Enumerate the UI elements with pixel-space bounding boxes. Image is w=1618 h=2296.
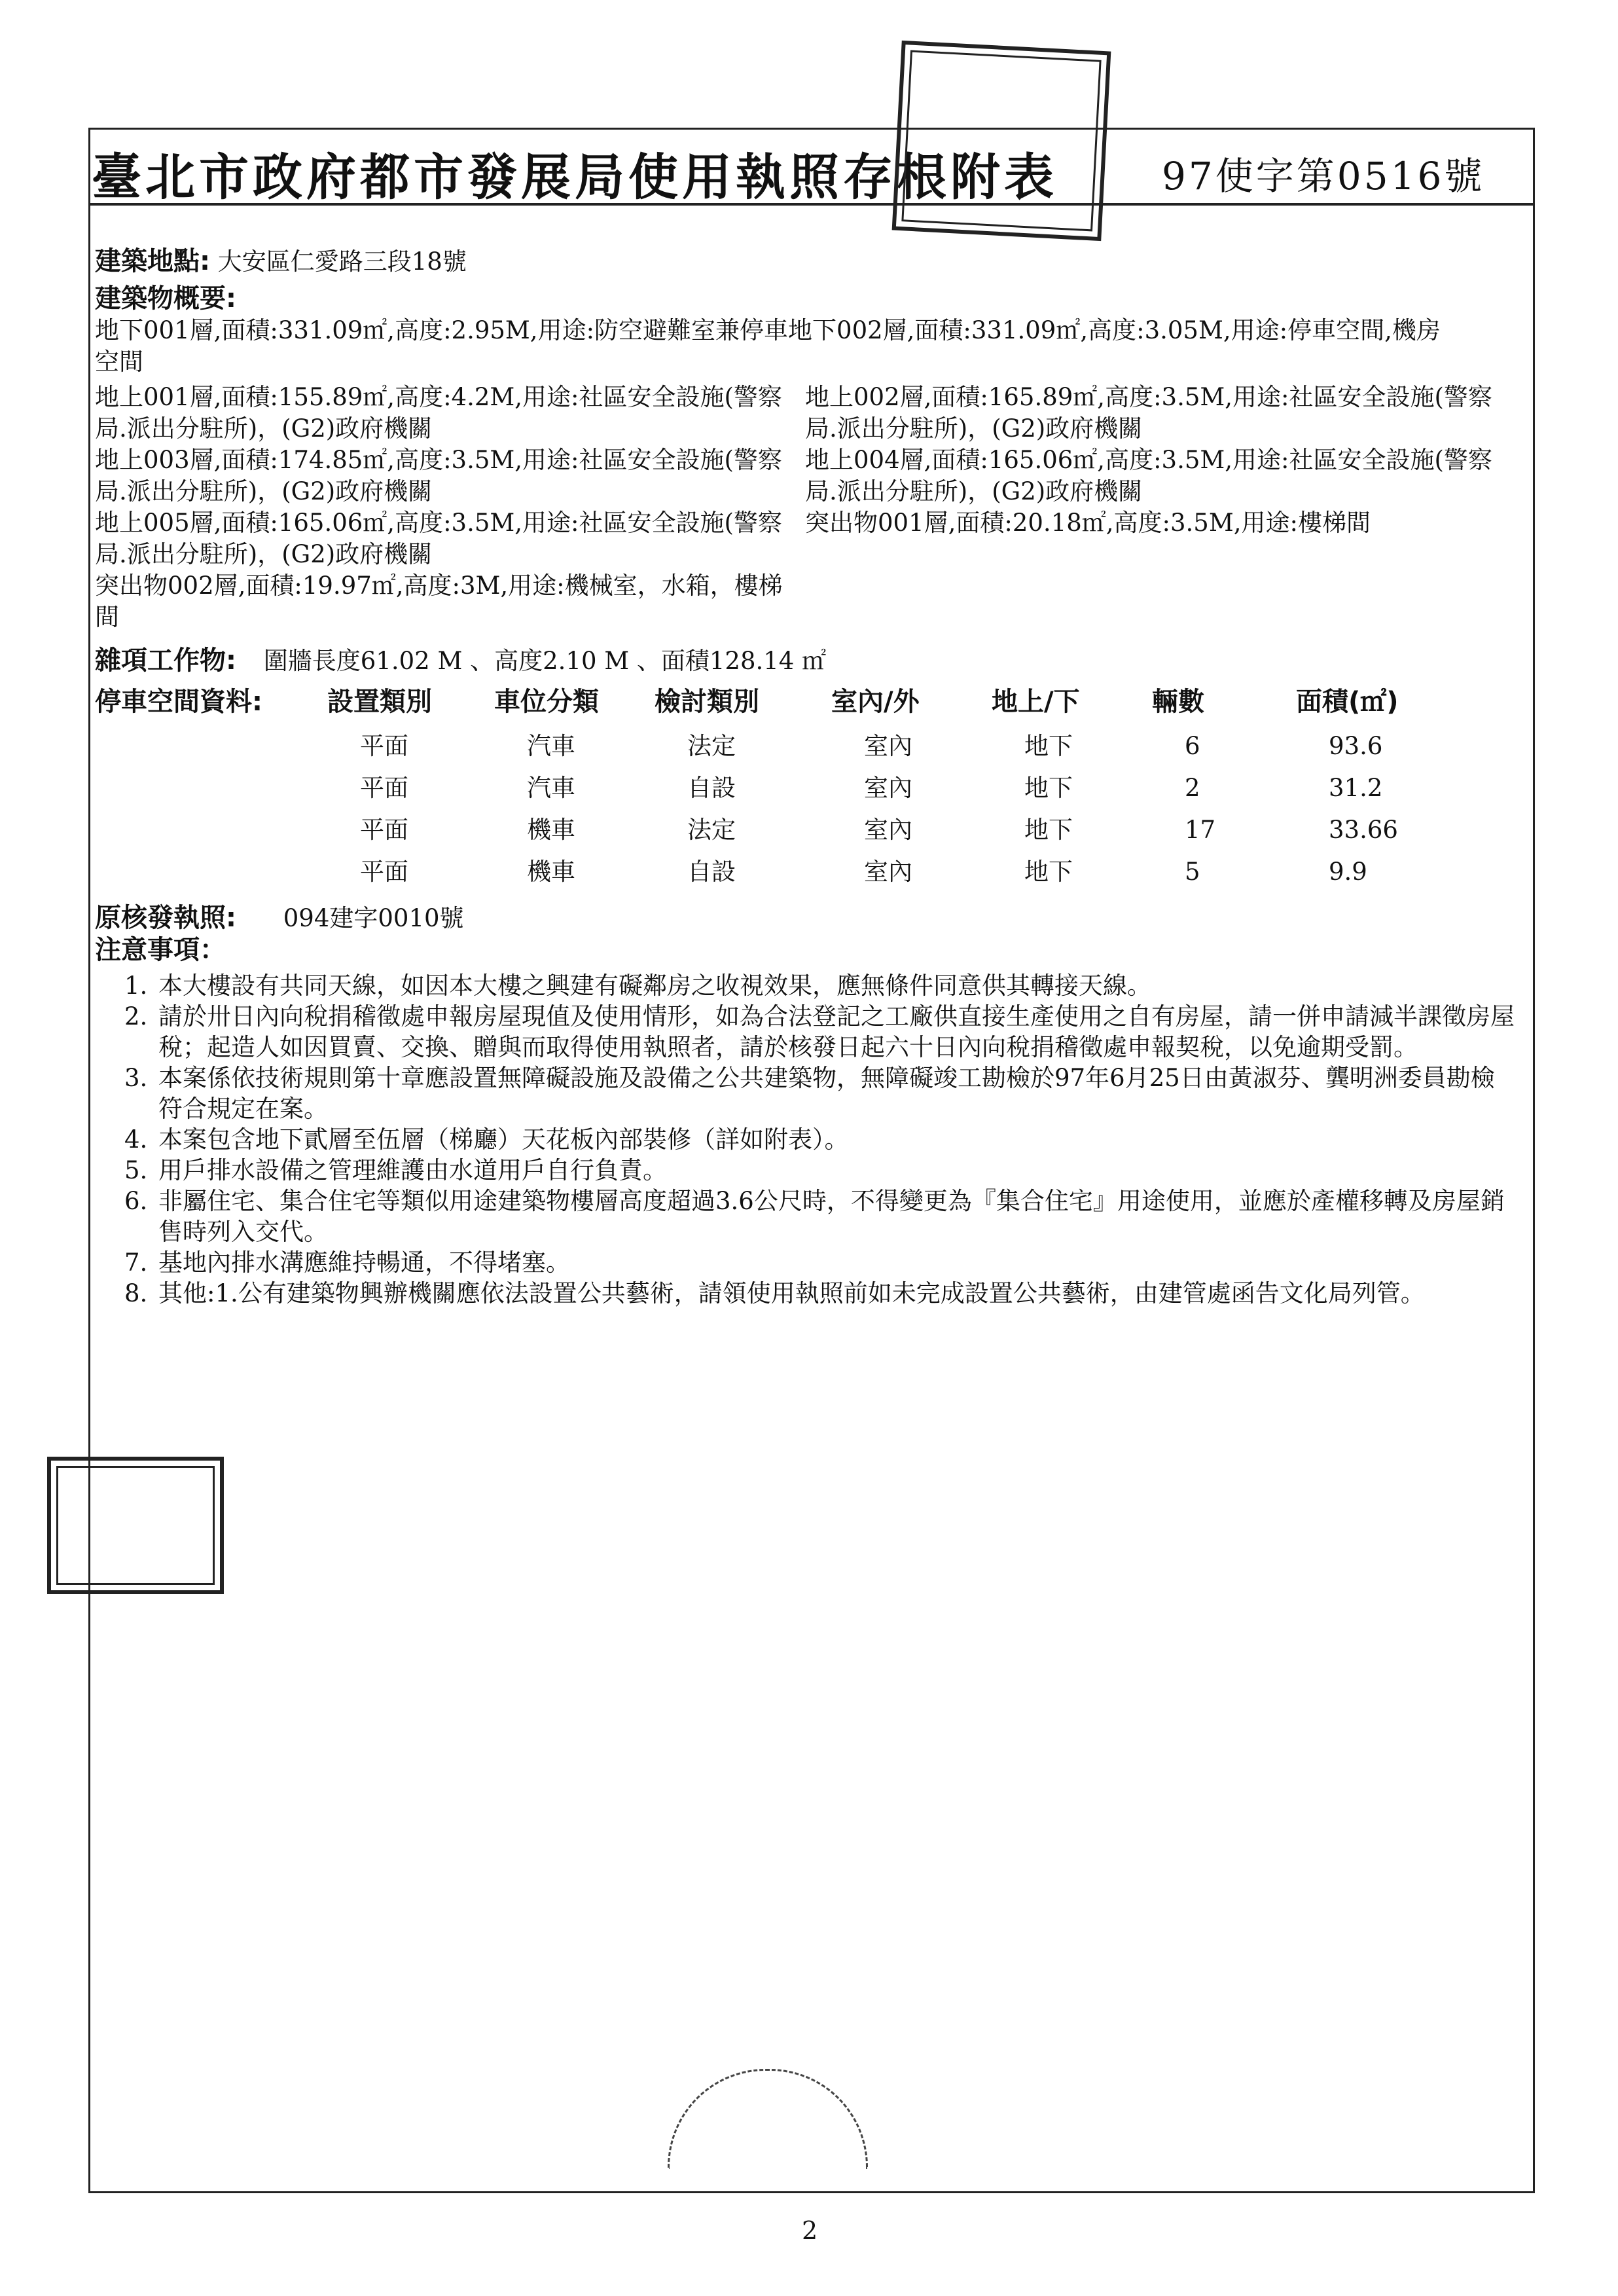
parking-header: 車位分類 [494, 687, 599, 717]
parking-row [95, 759, 1519, 801]
location-row [95, 246, 1519, 278]
note-number: 1. [124, 972, 148, 1000]
parking-cell: 平面 [360, 816, 408, 844]
parking-cell: 6 [1185, 732, 1200, 760]
note-text: 請於卅日內向稅捐稽徵處申報房屋現值及使用情形，如為合法登記之工廠供直接生產使用之自有房屋，請一併申請減半課徵房屋稅；起造人如因買賣、交換、贈與而取得使用執照者，請於核發日起六十日內向稅捐稽徵處申報契稅，以免逾期受罰。 [158, 1002, 1515, 1061]
note-item [124, 1124, 1519, 1155]
parking-cell: 9.9 [1329, 858, 1367, 886]
parking-cell: 法定 [687, 732, 736, 760]
misc-row [95, 645, 1519, 677]
note-number: 8. [124, 1279, 148, 1307]
note-text: 基地內排水溝應維持暢通，不得堵塞。 [158, 1248, 570, 1277]
parking-table [95, 686, 1519, 718]
parking-cell: 2 [1185, 774, 1200, 802]
rooftop-2: 突出物002層,面積:19.97㎡,高度:3M,用途:機械室，水箱，樓梯間 [95, 572, 783, 631]
overview-basement: 地下001層,面積:331.09㎡,高度:2.95M,用途:防空避難室兼停車地下002層,面積:331.09㎡,高度:3.05M,用途:停車空間,機房 [95, 316, 1441, 344]
note-text: 其他:1.公有建築物興辦機關應依法設置公共藝術，請領使用執照前如未完成設置公共藝術，由建管處函告文化局列管。 [158, 1279, 1425, 1307]
note-text: 本案係依技術規則第十章應設置無障礙設施及設備之公共建築物，無障礙竣工勘檢於97年6月25日由黃淑芬、龔明洲委員勘檢符合規定在案。 [158, 1064, 1495, 1123]
note-number: 5. [124, 1156, 148, 1184]
parking-cell: 地下 [1024, 774, 1073, 802]
floor-3: 地上003層,面積:174.85㎡,高度:3.5M,用途:社區安全設施(警察局.派出分駐所)，(G2)政府機關 [95, 446, 782, 505]
floor-4: 地上004層,面積:165.06㎡,高度:3.5M,用途:社區安全設施(警察局.派出分駐所)，(G2)政府機關 [805, 446, 1492, 505]
parking-header: 地上/下 [992, 687, 1080, 717]
parking-cell: 室內 [864, 774, 912, 802]
parking-cell: 17 [1185, 816, 1216, 844]
original-permit-label: 原核發執照: [95, 903, 236, 933]
parking-cell: 平面 [360, 858, 408, 886]
parking-row [95, 718, 1519, 759]
note-item [124, 1278, 1519, 1309]
misc-value: 圍牆長度61.02 M 、高度2.10 M 、面積128.14 ㎡ [263, 647, 827, 675]
note-number: 3. [124, 1064, 148, 1092]
overview-label: 建築物概要: [95, 283, 236, 314]
note-item [124, 1155, 1519, 1186]
note-item [124, 1247, 1519, 1278]
page-number: 2 [802, 2216, 818, 2245]
left-seal-stamp [47, 1457, 224, 1594]
parking-cell: 平面 [360, 774, 408, 802]
parking-cell: 室內 [864, 816, 912, 844]
parking-cell: 自設 [687, 774, 736, 802]
parking-cell: 法定 [687, 816, 736, 844]
note-number: 6. [124, 1187, 148, 1215]
misc-label: 雜項工作物: [95, 646, 236, 676]
parking-cell: 機車 [527, 816, 575, 844]
parking-cell: 機車 [527, 858, 575, 886]
note-item [124, 1001, 1519, 1063]
original-permit-row [95, 902, 1519, 934]
parking-header: 設置類別 [327, 687, 432, 717]
note-number: 2. [124, 1002, 148, 1030]
note-item [124, 1063, 1519, 1124]
overview-floors-3-4 [95, 445, 1519, 507]
parking-cell: 地下 [1024, 816, 1073, 844]
overview-basement-cont: 空間 [95, 348, 143, 376]
parking-row [95, 843, 1519, 885]
parking-cell: 93.6 [1329, 732, 1383, 760]
parking-cell: 自設 [687, 858, 736, 886]
note-number: 7. [124, 1248, 148, 1277]
note-text: 用戶排水設備之管理維護由水道用戶自行負責。 [158, 1156, 667, 1184]
note-item [124, 1186, 1519, 1247]
document-body [95, 246, 1519, 1309]
permit-number: 97使字第0516號 [1162, 154, 1485, 198]
parking-cell: 平面 [360, 732, 408, 760]
parking-cell: 汽車 [527, 732, 575, 760]
location-value: 大安區仁愛路三段18號 [217, 247, 467, 276]
floor-5: 地上005層,面積:165.06㎡,高度:3.5M,用途:社區安全設施(警察局.派出分駐所)，(G2)政府機關 [95, 509, 782, 568]
note-text: 本案包含地下貳層至伍層（梯廳）天花板內部裝修（詳如附表）。 [158, 1125, 849, 1154]
original-permit-value: 094建字0010號 [283, 904, 464, 932]
parking-cell: 汽車 [527, 774, 575, 802]
parking-header: 面積(㎡) [1296, 687, 1399, 717]
overview-floors-5-r1 [95, 507, 1519, 570]
parking-header: 輛數 [1152, 687, 1204, 717]
overview-r2 [95, 570, 1519, 633]
notes-list [124, 970, 1519, 1309]
parking-label: 停車空間資料: [95, 687, 262, 717]
parking-row [95, 801, 1519, 843]
rooftop-1: 突出物001層,面積:20.18㎡,高度:3.5M,用途:樓梯間 [805, 509, 1371, 537]
parking-cell: 33.66 [1329, 816, 1398, 844]
parking-cell: 室內 [864, 732, 912, 760]
note-text: 非屬住宅、集合住宅等類似用途建築物樓層高度超過3.6公尺時，不得變更為『集合住宅』用途使用，並應於產權移轉及房屋銷售時列入交代。 [158, 1187, 1505, 1246]
parking-cell: 地下 [1024, 858, 1073, 886]
floor-2: 地上002層,面積:165.89㎡,高度:3.5M,用途:社區安全設施(警察局.派出分駐所)，(G2)政府機關 [805, 383, 1492, 443]
note-item [124, 970, 1519, 1001]
floor-1: 地上001層,面積:155.89㎡,高度:4.2M,用途:社區安全設施(警察局.派出分駐所)，(G2)政府機關 [95, 383, 782, 443]
top-seal-stamp [892, 41, 1111, 241]
note-text: 本大樓設有共同天線，如因本大樓之興建有礙鄰房之收視效果，應無條件同意供其轉接天線。 [158, 972, 1151, 1000]
parking-rows [95, 718, 1519, 885]
notes-heading: 注意事項： [95, 935, 226, 965]
note-number: 4. [124, 1125, 148, 1154]
parking-cell: 31.2 [1329, 774, 1383, 802]
parking-cell: 室內 [864, 858, 912, 886]
document-title: 臺北市政府都市發展局使用執照存根附表 [92, 148, 1058, 206]
location-label: 建築地點: [95, 246, 210, 276]
overview-floors-1-2 [95, 382, 1519, 445]
parking-cell: 地下 [1024, 732, 1073, 760]
parking-header: 室內/外 [831, 687, 920, 717]
parking-header: 檢討類別 [655, 687, 759, 717]
parking-cell: 5 [1185, 858, 1200, 886]
